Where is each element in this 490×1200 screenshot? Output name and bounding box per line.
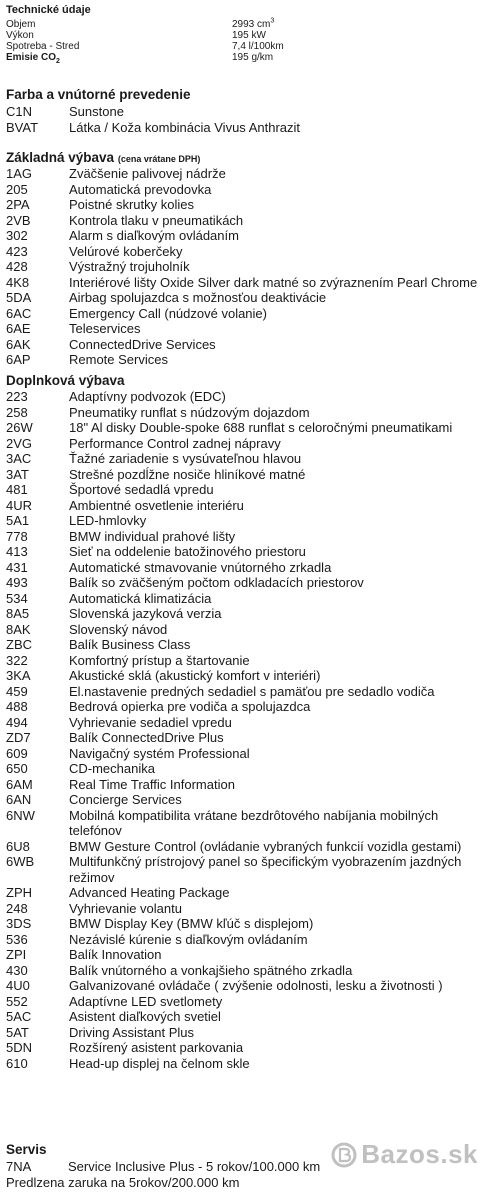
list-item (6, 259, 486, 275)
list-item (6, 761, 486, 777)
item-code: 423 (6, 243, 28, 259)
item-code: 6AE (6, 321, 31, 336)
item-code: 610 (6, 1055, 28, 1071)
item-description: CD-mechanika (69, 761, 155, 776)
item-description: Balík Business Class (69, 637, 191, 652)
item-code: 493 (6, 575, 28, 590)
list-item (6, 321, 486, 337)
item-description: Real Time Traffic Information (69, 776, 235, 792)
item-code: 223 (6, 389, 28, 404)
tech-row (6, 41, 486, 52)
item-code: 5DN (6, 1040, 33, 1055)
tech-value: 7,4 l/100km (232, 41, 284, 52)
item-code: 413 (6, 544, 28, 559)
item-description: Športové sedadlá vpredu (69, 482, 214, 497)
list-item (6, 792, 486, 808)
list-item (6, 166, 486, 182)
list-item (6, 275, 486, 291)
item-code: 4K8 (6, 274, 30, 290)
item-description: Emergency Call (núdzové volanie) (69, 305, 267, 321)
list-item (6, 715, 486, 731)
list-item (6, 622, 486, 638)
list-item (6, 606, 486, 622)
item-description: LED-hmlovky (69, 513, 147, 528)
list-item (6, 684, 486, 700)
list-item (6, 197, 486, 213)
item-code: 6WB (6, 854, 35, 869)
item-code: 8AK (6, 621, 31, 637)
list-item (6, 575, 486, 591)
tech-table (6, 19, 486, 63)
item-description: Ťažné zariadenie s vysúvateľnou hlavou (69, 451, 302, 466)
tech-row (6, 30, 486, 41)
item-code: 1AG (6, 166, 33, 181)
tech-row (6, 19, 486, 30)
item-code: 6U8 (6, 838, 30, 854)
item-description: Velúrové koberčeky (69, 243, 183, 259)
item-description: Service Inclusive Plus - 5 rokov/100.000 km (68, 1159, 321, 1174)
item-code: ZD7 (6, 730, 31, 745)
servis-heading: Servis (6, 1142, 47, 1157)
item-code: 609 (6, 745, 28, 761)
item-code: 8A5 (6, 606, 30, 621)
item-description: Balík vnútorného a vonkajšieho spätného zrkadla (69, 962, 353, 978)
item-description: Pneumatiky runflat s núdzovým dojazdom (69, 404, 310, 420)
list-item (6, 730, 486, 746)
item-description: BMW Display Key (BMW kľúč s displejom) (69, 916, 314, 931)
item-code: 6AP (6, 352, 31, 367)
list-item (6, 420, 486, 436)
item-code: 431 (6, 559, 28, 575)
servis-extra (6, 1175, 486, 1191)
item-code: 6AM (6, 776, 33, 792)
list-item (6, 467, 486, 483)
item-code: 428 (6, 259, 28, 274)
item-description: Interiérové lišty Oxide Silver dark matné so zvýraznením Pearl Chrome (69, 274, 478, 290)
item-description: Concierge Services (69, 792, 182, 807)
item-code: BVAT (6, 119, 39, 135)
list-item (6, 963, 486, 979)
item-code: 3DS (6, 916, 32, 931)
item-description: Balík ConnectedDrive Plus (69, 730, 224, 745)
item-code: 6AK (6, 336, 31, 352)
list-item (6, 529, 486, 545)
tech-label: Emisie $CO_2$ (6, 52, 60, 65)
list-item (6, 451, 486, 467)
list-item (6, 885, 486, 901)
item-code: 5A1 (6, 513, 30, 528)
list-item (6, 591, 486, 607)
list-item (6, 653, 486, 669)
item-code: 2PA (6, 197, 30, 212)
item-description: Head-up displej na čelnom skle (69, 1055, 250, 1071)
list-item (6, 978, 486, 994)
list-item (6, 405, 486, 421)
list-item (6, 389, 486, 405)
list-item (6, 916, 486, 932)
item-description: Sunstone (69, 104, 124, 119)
item-code: 3AC (6, 451, 32, 466)
item-description: Vyhrievanie volantu (69, 900, 182, 916)
list-item (6, 104, 486, 120)
item-code: 6AN (6, 792, 32, 807)
item-description: Látka / Koža kombinácia Vivus Anthrazit (69, 119, 300, 135)
item-description: Ambientné osvetlenie interiéru (69, 497, 244, 513)
tech-label: Objem (6, 19, 36, 30)
list-item (6, 120, 486, 136)
item-description: Asistent diaľkových svetiel (69, 1009, 221, 1024)
item-code: 6AC (6, 305, 32, 321)
item-code: 7NA (6, 1159, 32, 1174)
item-description: Zväčšenie palivovej nádrže (69, 166, 226, 181)
list-item (6, 1040, 486, 1056)
standard-heading: Základná výbava (cena vrátane DPH) (6, 150, 201, 165)
bazos-logo-icon (331, 1142, 357, 1168)
item-code: 552 (6, 993, 28, 1009)
item-code: 3AT (6, 466, 29, 482)
item-code: 536 (6, 931, 28, 947)
list-item (6, 746, 486, 762)
item-description: Galvanizované ovládače ( zvýšenie odolnosti, lesku a životnosti ) (69, 978, 443, 993)
item-code: 6NW (6, 807, 35, 823)
item-code: 430 (6, 962, 28, 978)
item-description: Akustické sklá (akustický komfort v interiéri) (69, 668, 321, 683)
item-code: 2VB (6, 212, 31, 228)
list-item (6, 228, 486, 244)
list-item (6, 498, 486, 514)
list-item (6, 699, 486, 715)
list-item (6, 777, 486, 793)
list-item (6, 544, 486, 560)
item-description: ConnectedDrive Services (69, 336, 216, 352)
item-code: 5DA (6, 290, 32, 305)
tech-value: 195 g/km (232, 52, 274, 63)
item-code: 778 (6, 528, 28, 544)
item-code: 534 (6, 590, 28, 606)
item-description: Balík Innovation (69, 947, 162, 962)
list-item (6, 513, 486, 529)
list-item (6, 244, 486, 260)
list-item (6, 560, 486, 576)
item-code: 650 (6, 761, 28, 776)
list-item (6, 436, 486, 452)
item-description: Komfortný prístup a štartovanie (69, 652, 250, 668)
item-description: Automatická klimatizácia (69, 590, 212, 606)
item-description: Navigačný systém Professional (69, 745, 250, 761)
list-item (6, 306, 486, 322)
item-code: ZPI (6, 947, 27, 962)
item-description: Driving Assistant Plus (69, 1024, 194, 1040)
list-item (6, 290, 486, 306)
item-description: Slovenská jazyková verzia (69, 606, 222, 621)
list-item (6, 637, 486, 653)
item-description: Balík so zväčšeným počtom odkladacích priestorov (69, 575, 364, 590)
standard-list (6, 166, 486, 368)
item-code: 481 (6, 482, 28, 497)
list-item (6, 668, 486, 684)
tech-value: 195 kW (232, 30, 266, 41)
item-description: BMW Gesture Control (ovládanie vybraných funkcií vozidla gestami) (69, 838, 462, 854)
item-description: Mobilná kompatibilita vrátane bezdrôtového nabíjania mobilných telefónov (69, 807, 439, 838)
item-description: El.nastavenie predných sedadiel s pamäťou pre sedadlo vodiča (69, 683, 435, 699)
list-item (6, 947, 486, 963)
item-description: Performance Control zadnej nápravy (69, 435, 281, 451)
list-item (6, 482, 486, 498)
item-description: Poistné skrutky kolies (69, 197, 194, 212)
item-code: 3KA (6, 668, 31, 683)
item-description: Adaptívny podvozok (EDC) (69, 389, 226, 404)
tech-label: Výkon (6, 30, 34, 41)
item-code: 2VG (6, 435, 33, 451)
list-item: Predlzena zaruka na 5rokov/200.000 km (6, 1175, 240, 1190)
item-code: ZPH (6, 885, 32, 900)
list-item (6, 854, 486, 885)
item-code: 302 (6, 228, 28, 243)
item-description: Advanced Heating Package (69, 885, 230, 900)
item-description: Remote Services (69, 352, 168, 367)
item-code: 459 (6, 683, 28, 699)
list-item (6, 337, 486, 353)
item-description: Vyhrievanie sedadiel vpredu (69, 714, 232, 730)
item-code: 488 (6, 699, 28, 714)
list-item (6, 932, 486, 948)
list-item (6, 1009, 486, 1025)
tech-label: Spotreba - Stred (6, 41, 80, 52)
optional-list (6, 389, 486, 1071)
item-code: C1N (6, 104, 33, 119)
item-description: BMW individual prahové lišty (69, 528, 236, 544)
item-code: 494 (6, 714, 28, 730)
item-description: Nezávislé kúrenie s diaľkovým ovládaním (69, 931, 308, 947)
item-code: 248 (6, 900, 28, 916)
item-description: Výstražný trojuholník (69, 259, 190, 274)
tech-value: 2993 $cm^3$ (232, 17, 275, 30)
item-code: 4UR (6, 497, 33, 513)
item-description: Automatická prevodovka (69, 181, 212, 197)
item-description: Bedrová opierka pre vodiča a spolujazdca (69, 699, 311, 714)
item-description: Teleservices (69, 321, 141, 336)
list-item (6, 994, 486, 1010)
list-item (6, 1056, 486, 1072)
item-description: 18" Al disky Double-spoke 688 runflat s celoročnými pneumatikami (69, 420, 453, 435)
list-item (6, 839, 486, 855)
item-code: 205 (6, 181, 28, 197)
color-heading: Farba a vnútorné prevedenie (6, 87, 191, 102)
item-code: 5AT (6, 1024, 29, 1040)
item-code: 322 (6, 652, 28, 668)
item-code: 5AC (6, 1009, 32, 1024)
item-code: 258 (6, 404, 28, 420)
item-description: Rozšírený asistent parkovania (69, 1040, 244, 1055)
item-description: Airbag spolujazdca s možnosťou deaktivácie (69, 290, 327, 305)
color-list (6, 104, 486, 135)
watermark: Bazos.sk (331, 1139, 478, 1170)
item-description: Adaptívne LED svetlomety (69, 993, 223, 1009)
list-item (6, 808, 486, 839)
item-description: Kontrola tlaku v pneumatikách (69, 212, 244, 228)
list-item (6, 1025, 486, 1041)
item-description: Automatické stmavovanie vnútorného zrkadla (69, 559, 332, 575)
list-item (6, 901, 486, 917)
item-code: 26W (6, 420, 33, 435)
item-description: Strešné pozdĺžne nosiče hliníkové matné (69, 466, 306, 482)
tech-row (6, 52, 486, 63)
item-description: Multifunkčný prístrojový panel so špecifickým vyobrazením jazdných režimov (69, 854, 462, 885)
item-description: Slovenský návod (69, 621, 168, 637)
list-item (6, 213, 486, 229)
list-item (6, 182, 486, 198)
list-item (6, 352, 486, 368)
item-code: 4U0 (6, 978, 30, 993)
tech-heading: Technické údaje (6, 4, 91, 16)
item-code: ZBC (6, 637, 32, 652)
item-description: Sieť na oddelenie batožinového priestoru (69, 544, 306, 559)
item-description: Alarm s diaľkovým ovládaním (69, 228, 239, 243)
optional-heading: Doplnková výbava (6, 373, 125, 388)
